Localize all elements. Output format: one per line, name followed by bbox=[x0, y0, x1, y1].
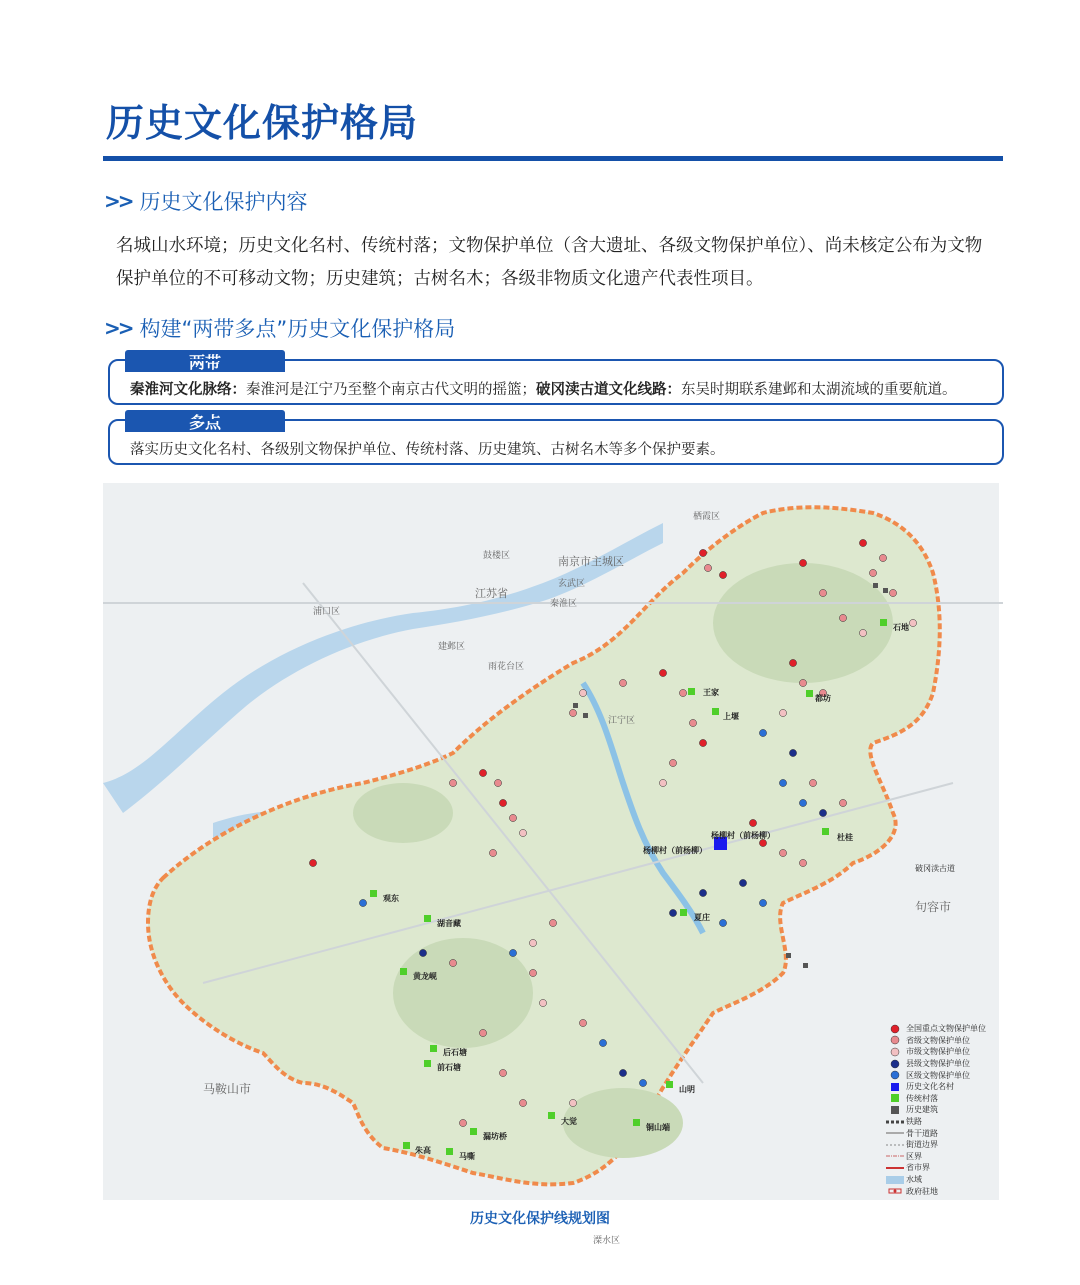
traditional-village-marker bbox=[666, 1081, 673, 1088]
heritage-site-marker bbox=[689, 719, 696, 726]
heritage-site-marker bbox=[494, 779, 501, 786]
label-daifang: 漏坊桥 bbox=[483, 1132, 507, 1141]
belt-1-label: 秦淮河文化脉络： bbox=[130, 382, 246, 398]
heritage-site-marker bbox=[839, 799, 846, 806]
section-body-text: 名城山水环境；历史文化名村、传统村落；文物保护单位（含大遗址、各级文物保护单位）、尚未核定公布为文物保护单位的不可移动文物；历史建筑；古树名木；各级非物质文化遗产代表性项目。 bbox=[116, 236, 983, 289]
heritage-site-marker bbox=[309, 859, 316, 866]
heritage-site-marker bbox=[789, 659, 796, 666]
legend-label: 区界 bbox=[906, 1151, 922, 1161]
label-qianshitang: 前石塘 bbox=[437, 1063, 461, 1072]
heritage-site-marker bbox=[699, 549, 706, 556]
legend-item bbox=[884, 1162, 998, 1174]
section-heading-pattern bbox=[104, 313, 455, 343]
heritage-site-marker bbox=[889, 589, 896, 596]
legend-item bbox=[884, 1023, 998, 1035]
label-lishui: 溧水区 bbox=[593, 1236, 621, 1246]
label-wangjia: 王家 bbox=[703, 688, 719, 697]
legend-item bbox=[884, 1185, 998, 1197]
dot-symbol-icon bbox=[884, 1024, 906, 1034]
legend-label: 全国重点文物保护单位 bbox=[906, 1024, 986, 1034]
label-dadong: 大觉 bbox=[561, 1117, 577, 1126]
legend-item bbox=[884, 1081, 998, 1093]
dot-symbol-icon bbox=[884, 1059, 906, 1069]
heritage-site-marker bbox=[749, 819, 756, 826]
heritage-site-marker bbox=[719, 919, 726, 926]
label-jurong: 句容市 bbox=[915, 900, 952, 914]
heritage-site-marker bbox=[529, 969, 536, 976]
heritage-site-marker bbox=[529, 939, 536, 946]
dot-symbol-icon bbox=[884, 1047, 906, 1057]
traditional-village-marker bbox=[424, 915, 431, 922]
legend-item bbox=[884, 1127, 998, 1139]
legend-label: 水域 bbox=[906, 1175, 922, 1185]
label-tongshan: 铜山端 bbox=[646, 1123, 670, 1132]
belt-1-text: 秦淮河是江宁乃至整个南京古代文明的摇篮； bbox=[246, 382, 536, 398]
section-heading-content bbox=[104, 186, 308, 216]
historic-building-marker bbox=[786, 953, 791, 958]
traditional-village-marker bbox=[430, 1045, 437, 1052]
heritage-site-marker bbox=[799, 679, 806, 686]
legend-item bbox=[884, 1069, 998, 1081]
hill-area bbox=[353, 783, 453, 843]
label-yangliu2: 杨柳村（前杨柳） bbox=[643, 846, 707, 855]
heritage-site-marker bbox=[779, 709, 786, 716]
legend-item bbox=[884, 1174, 998, 1186]
legend-label: 政府驻地 bbox=[906, 1186, 938, 1196]
heritage-site-marker bbox=[659, 669, 666, 676]
heritage-site-marker bbox=[669, 909, 676, 916]
heritage-site-marker bbox=[719, 571, 726, 578]
double-chevron-icon: >> bbox=[104, 189, 132, 213]
historic-building-marker bbox=[883, 588, 888, 593]
heritage-site-marker bbox=[449, 959, 456, 966]
traditional-village-marker bbox=[880, 619, 887, 626]
label-huanglong: 黄龙岘 bbox=[413, 972, 437, 981]
legend-item bbox=[884, 1035, 998, 1047]
traditional-village-marker bbox=[633, 1119, 640, 1126]
heritage-site-marker bbox=[519, 829, 526, 836]
dashed-symbol-icon bbox=[884, 1142, 906, 1148]
label-zhugao: 朱高 bbox=[415, 1146, 431, 1155]
heritage-site-marker bbox=[489, 849, 496, 856]
legend-item bbox=[884, 1058, 998, 1070]
section-heading-text: 构建“两带多点”历史文化保护格局 bbox=[139, 317, 456, 341]
heritage-site-marker bbox=[789, 749, 796, 756]
label-houshitang: 后石塘 bbox=[443, 1048, 467, 1057]
label-nanjing: 南京市主城区 bbox=[558, 555, 624, 568]
heritage-site-marker bbox=[799, 799, 806, 806]
label-hutang: 湖音藏 bbox=[437, 919, 461, 928]
traditional-village-marker bbox=[446, 1148, 453, 1155]
legend-label: 历史文化名村 bbox=[906, 1082, 954, 1092]
legend-label: 区级文物保护单位 bbox=[906, 1070, 970, 1080]
heritage-site-marker bbox=[809, 779, 816, 786]
traditional-village-marker bbox=[822, 828, 829, 835]
belt-2-text: 东吴时期联系建邺和太湖流域的重要航道。 bbox=[681, 382, 957, 398]
heritage-site-marker bbox=[449, 779, 456, 786]
square-symbol-icon bbox=[884, 1105, 906, 1115]
heritage-site-marker bbox=[739, 879, 746, 886]
heritage-site-marker bbox=[759, 839, 766, 846]
label-guandong: 观东 bbox=[383, 894, 399, 903]
heritage-site-marker bbox=[879, 554, 886, 561]
heritage-site-marker bbox=[859, 629, 866, 636]
traditional-village-marker bbox=[806, 690, 813, 697]
legend-label: 街道边界 bbox=[906, 1140, 938, 1150]
heritage-site-marker bbox=[679, 689, 686, 696]
label-pukou: 浦口区 bbox=[313, 607, 341, 617]
heritage-site-marker bbox=[659, 779, 666, 786]
heritage-site-marker bbox=[799, 859, 806, 866]
traditional-village-marker bbox=[403, 1142, 410, 1149]
heritage-site-marker bbox=[579, 1019, 586, 1026]
label-xiazhuang: 夏庄 bbox=[694, 913, 710, 922]
heritage-site-marker bbox=[499, 799, 506, 806]
traditional-village-marker bbox=[688, 688, 695, 695]
heritage-site-marker bbox=[359, 899, 366, 906]
traditional-village-marker bbox=[400, 968, 407, 975]
legend-label: 骨干道路 bbox=[906, 1128, 938, 1138]
heritage-site-marker bbox=[569, 1099, 576, 1106]
legend-label: 省市界 bbox=[906, 1163, 930, 1173]
label-shangzhao: 上堰 bbox=[723, 712, 739, 721]
label-mazhuang: 马嘶 bbox=[459, 1152, 475, 1161]
legend-item bbox=[884, 1046, 998, 1058]
heritage-site-marker bbox=[509, 814, 516, 821]
heritage-site-marker bbox=[419, 949, 426, 956]
traditional-village-marker bbox=[424, 1060, 431, 1067]
points-tab: 多点 bbox=[125, 410, 285, 432]
heritage-site-marker bbox=[619, 679, 626, 686]
label-dufang: 都坊 bbox=[815, 694, 831, 703]
heritage-site-marker bbox=[699, 739, 706, 746]
seat-symbol-icon bbox=[884, 1187, 906, 1195]
legend-label: 历史建筑 bbox=[906, 1105, 938, 1115]
dot-symbol-icon bbox=[884, 1035, 906, 1045]
heritage-site-marker bbox=[704, 564, 711, 571]
label-qixia: 栖霞区 bbox=[693, 512, 721, 522]
label-jianye: 建邺区 bbox=[438, 642, 466, 652]
label-maanshan: 马鞍山市 bbox=[203, 1082, 252, 1096]
legend-item bbox=[884, 1139, 998, 1151]
label-shidi: 石地 bbox=[893, 623, 909, 632]
heritage-site-marker bbox=[569, 709, 576, 716]
double-chevron-icon: >> bbox=[104, 316, 132, 340]
points-box bbox=[108, 419, 1004, 465]
label-poganglu: 破冈渎古道 bbox=[915, 864, 955, 873]
heritage-site-marker bbox=[759, 729, 766, 736]
heritage-site-marker bbox=[869, 569, 876, 576]
heritage-site-marker bbox=[819, 589, 826, 596]
belts-tab: 两带 bbox=[125, 350, 285, 372]
legend-label: 省级文物保护单位 bbox=[906, 1035, 970, 1045]
label-jiangsu: 江苏省 bbox=[475, 587, 508, 600]
label-yuhuatai: 雨花台区 bbox=[488, 662, 525, 672]
heritage-site-marker bbox=[619, 1069, 626, 1076]
square-symbol-icon bbox=[884, 1082, 906, 1092]
belt-2-label: 破冈渎古道文化线路： bbox=[536, 382, 681, 398]
heritage-site-marker bbox=[779, 849, 786, 856]
heritage-site-marker bbox=[839, 614, 846, 621]
heritage-site-marker bbox=[759, 899, 766, 906]
heritage-site-marker bbox=[819, 809, 826, 816]
heritage-site-marker bbox=[909, 619, 916, 626]
dot-symbol-icon bbox=[884, 1070, 906, 1080]
legend-item bbox=[884, 1151, 998, 1163]
fill-symbol-icon bbox=[884, 1176, 906, 1184]
label-yangliu: 杨柳村（前杨柳） bbox=[711, 831, 775, 840]
heritage-site-marker bbox=[699, 889, 706, 896]
legend-label: 市级文物保护单位 bbox=[906, 1047, 970, 1057]
historic-building-marker bbox=[803, 963, 808, 968]
belts-text bbox=[130, 378, 957, 399]
label-jiangning: 江宁区 bbox=[608, 716, 636, 726]
traditional-village-marker bbox=[548, 1112, 555, 1119]
heritage-site-marker bbox=[479, 1029, 486, 1036]
rail-symbol-icon bbox=[884, 1119, 906, 1125]
heritage-site-marker bbox=[599, 1039, 606, 1046]
historic-building-marker bbox=[873, 583, 878, 588]
heritage-site-marker bbox=[669, 759, 676, 766]
points-text: 落实历史文化名村、各级别文物保护单位、传统村落、历史建筑、古树名木等多个保护要素。 bbox=[130, 442, 725, 458]
heritage-site-marker bbox=[639, 1079, 646, 1086]
label-gulou: 鼓楼区 bbox=[483, 551, 511, 561]
heritage-site-marker bbox=[459, 1119, 466, 1126]
belts-box bbox=[108, 359, 1004, 405]
legend-item bbox=[884, 1104, 998, 1116]
heritage-site-marker bbox=[859, 539, 866, 546]
dashdot-symbol-icon bbox=[884, 1153, 906, 1159]
heritage-site-marker bbox=[579, 689, 586, 696]
traditional-village-marker bbox=[680, 909, 687, 916]
heritage-site-marker bbox=[799, 559, 806, 566]
line-symbol-icon bbox=[884, 1165, 906, 1171]
label-xuanwu: 玄武区 bbox=[558, 579, 586, 589]
heritage-site-marker bbox=[519, 1099, 526, 1106]
legend-item bbox=[884, 1116, 998, 1128]
legend-label: 铁路 bbox=[906, 1117, 922, 1127]
traditional-village-marker bbox=[370, 890, 377, 897]
legend-item bbox=[884, 1093, 998, 1105]
page-title: 历史文化保护格局 bbox=[106, 101, 419, 145]
map-legend bbox=[884, 1023, 998, 1197]
label-shanpeng: 山明 bbox=[679, 1085, 695, 1094]
heritage-site-marker bbox=[509, 949, 516, 956]
line-symbol-icon bbox=[884, 1130, 906, 1136]
heritage-site-marker bbox=[479, 769, 486, 776]
title-rule bbox=[103, 156, 1003, 161]
section-heading-text: 历史文化保护内容 bbox=[139, 190, 308, 214]
square-symbol-icon bbox=[884, 1093, 906, 1103]
label-qinhuai: 秦淮区 bbox=[550, 599, 578, 609]
hill-area bbox=[713, 563, 893, 683]
historic-building-marker bbox=[573, 703, 578, 708]
heritage-site-marker bbox=[499, 1069, 506, 1076]
traditional-village-marker bbox=[470, 1128, 477, 1135]
heritage-site-marker bbox=[549, 919, 556, 926]
map-caption: 历史文化保护线规划图 bbox=[470, 1211, 610, 1227]
traditional-village-marker bbox=[712, 708, 719, 715]
heritage-site-marker bbox=[539, 999, 546, 1006]
historic-building-marker bbox=[583, 713, 588, 718]
heritage-site-marker bbox=[779, 779, 786, 786]
legend-label: 县级文物保护单位 bbox=[906, 1059, 970, 1069]
label-dujia: 杜桂 bbox=[837, 833, 853, 842]
legend-label: 传统村落 bbox=[906, 1093, 938, 1103]
